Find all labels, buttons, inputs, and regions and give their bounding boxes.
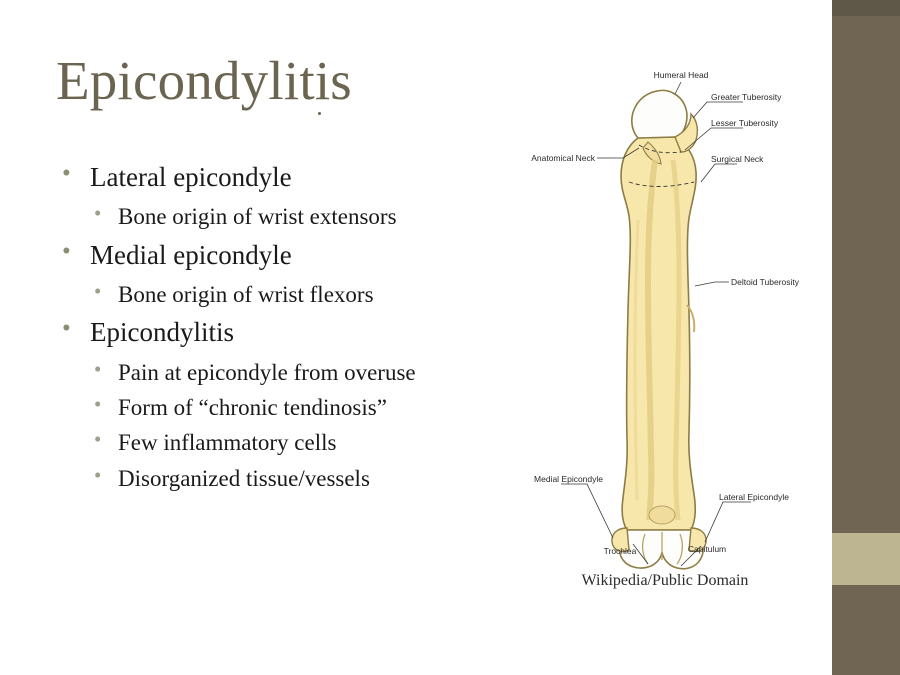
- leader-lateral-epicondyle: [705, 502, 751, 542]
- band-dark-top-segment: [832, 0, 900, 16]
- label-humeral-head: Humeral Head: [653, 70, 709, 80]
- leader-humeral-head: [675, 82, 681, 94]
- band-inner-gap: [826, 0, 832, 675]
- list-item: • Epicondylitis: [56, 313, 496, 351]
- list-item: • Lateral epicondyle: [56, 158, 496, 196]
- label-lesser-tuberosity: Lesser Tuberosity: [711, 118, 779, 128]
- label-anatomical-neck: Anatomical Neck: [531, 153, 595, 163]
- list-item: • Form of “chronic tendinosis”: [56, 391, 496, 424]
- band-accent-square: [832, 533, 900, 585]
- label-surgical-neck: Surgical Neck: [711, 154, 764, 164]
- label-deltoid-tuberosity: Deltoid Tuberosity: [731, 277, 800, 287]
- label-capitulum: Capitulum: [687, 544, 727, 554]
- label-trochlea: Trochlea: [603, 546, 637, 556]
- figure-caption: Wikipedia/Public Domain: [581, 572, 749, 589]
- leader-medial-epicondyle: [561, 484, 613, 538]
- label-medial-epicondyle: Medial Epicondyle: [534, 474, 603, 484]
- label-greater-tuberosity: Greater Tuberosity: [711, 92, 782, 102]
- title-stray-dot: [318, 112, 321, 115]
- bullet-list: [56, 158, 496, 497]
- humerus-bone-illustration: [612, 90, 706, 568]
- list-item: • Medial epicondyle: [56, 236, 496, 274]
- list-item: • Few inflammatory cells: [56, 426, 496, 459]
- leader-surgical-neck: [701, 164, 737, 182]
- leader-deltoid-tuberosity: [695, 282, 729, 286]
- page-title: Epicondylitis: [56, 50, 352, 111]
- label-lateral-epicondyle: Lateral Epicondyle: [719, 492, 789, 502]
- leader-greater-tuberosity: [693, 102, 743, 118]
- list-item: • Disorganized tissue/vessels: [56, 462, 496, 495]
- list-item: • Pain at epicondyle from overuse: [56, 356, 496, 389]
- humerus-figure: [505, 60, 825, 605]
- list-item: • Bone origin of wrist extensors: [56, 200, 496, 233]
- list-item: • Bone origin of wrist flexors: [56, 278, 496, 311]
